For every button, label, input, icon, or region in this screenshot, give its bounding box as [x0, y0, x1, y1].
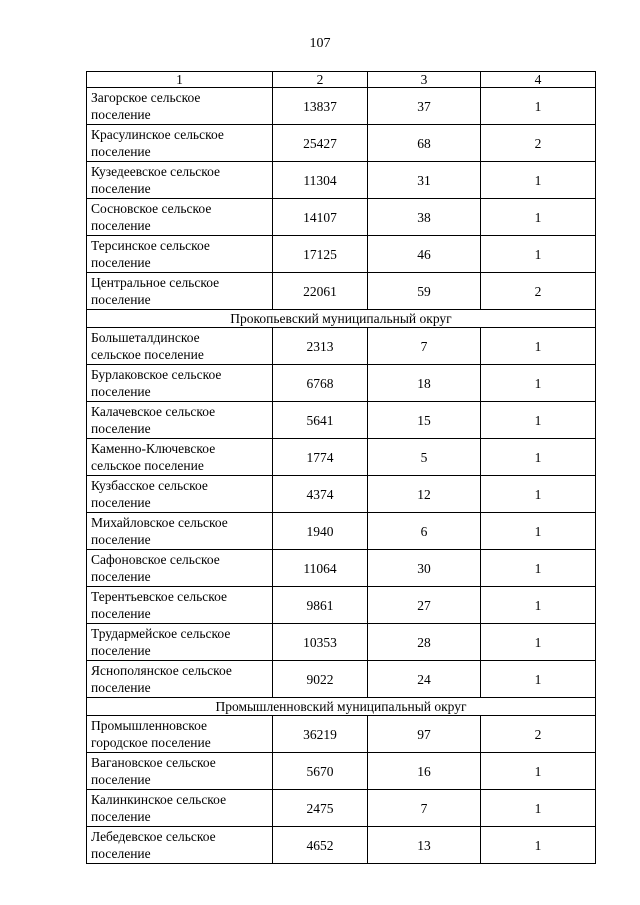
settlement-name-cell: Промышленновское городское поселение: [87, 716, 273, 753]
table-row: [87, 236, 596, 273]
column-3-value: 7: [368, 790, 481, 827]
column-4-value: 1: [481, 162, 596, 199]
column-4-value: 1: [481, 790, 596, 827]
column-3-value: 30: [368, 550, 481, 587]
table-row: [87, 661, 596, 698]
table-row: [87, 827, 596, 864]
settlement-name-cell: Сосновское сельское поселение: [87, 199, 273, 236]
column-3-value: 16: [368, 753, 481, 790]
section-title: Прокопьевский муниципальный округ: [87, 310, 596, 328]
column-2-value: 1940: [273, 513, 368, 550]
settlement-name-cell: Центральное сельское поселение: [87, 273, 273, 310]
column-header-2: 2: [273, 72, 368, 88]
column-3-value: 46: [368, 236, 481, 273]
column-4-value: 1: [481, 624, 596, 661]
settlement-name-cell: Яснополянское сельское поселение: [87, 661, 273, 698]
table-row: [87, 162, 596, 199]
column-2-value: 5641: [273, 402, 368, 439]
column-3-value: 37: [368, 88, 481, 125]
table-row: [87, 550, 596, 587]
settlement-name-cell: Михайловское сельское поселение: [87, 513, 273, 550]
table-row: [87, 125, 596, 162]
column-2-value: 1774: [273, 439, 368, 476]
settlement-name-cell: Сафоновское сельское поселение: [87, 550, 273, 587]
column-4-value: 2: [481, 125, 596, 162]
column-4-value: 1: [481, 365, 596, 402]
section-header-row: [87, 310, 596, 328]
column-3-value: 12: [368, 476, 481, 513]
column-4-value: 1: [481, 550, 596, 587]
settlement-name-cell: Кузбасское сельское поселение: [87, 476, 273, 513]
section-title: Промышленновский муниципальный округ: [87, 698, 596, 716]
table-row: [87, 402, 596, 439]
column-2-value: 6768: [273, 365, 368, 402]
column-3-value: 68: [368, 125, 481, 162]
column-header-4: 4: [481, 72, 596, 88]
column-2-value: 22061: [273, 273, 368, 310]
column-4-value: 1: [481, 753, 596, 790]
column-3-value: 6: [368, 513, 481, 550]
column-4-value: 1: [481, 199, 596, 236]
column-3-value: 24: [368, 661, 481, 698]
settlement-name-cell: Терсинское сельское поселение: [87, 236, 273, 273]
column-2-value: 14107: [273, 199, 368, 236]
column-3-value: 38: [368, 199, 481, 236]
column-2-value: 10353: [273, 624, 368, 661]
column-2-value: 9022: [273, 661, 368, 698]
column-3-value: 5: [368, 439, 481, 476]
table-row: [87, 273, 596, 310]
settlement-name-cell: Терентьевское сельское поселение: [87, 587, 273, 624]
column-4-value: 1: [481, 476, 596, 513]
column-2-value: 36219: [273, 716, 368, 753]
table-row: [87, 476, 596, 513]
table-row: [87, 88, 596, 125]
column-3-value: 31: [368, 162, 481, 199]
column-3-value: 97: [368, 716, 481, 753]
settlements-table: [86, 71, 596, 864]
column-3-value: 59: [368, 273, 481, 310]
settlement-name-cell: Загорское сельское поселение: [87, 88, 273, 125]
column-4-value: 1: [481, 88, 596, 125]
table-row: [87, 716, 596, 753]
column-2-value: 5670: [273, 753, 368, 790]
column-2-value: 25427: [273, 125, 368, 162]
settlement-name-cell: Бурлаковское сельское поселение: [87, 365, 273, 402]
page-number: 107: [309, 36, 331, 51]
settlement-name-cell: Калачевское сельское поселение: [87, 402, 273, 439]
section-header-row: [87, 698, 596, 716]
column-3-value: 15: [368, 402, 481, 439]
table-row: [87, 753, 596, 790]
column-3-value: 18: [368, 365, 481, 402]
table-row: [87, 790, 596, 827]
table-row: [87, 199, 596, 236]
column-4-value: 1: [481, 513, 596, 550]
column-2-value: 2313: [273, 328, 368, 365]
column-3-value: 7: [368, 328, 481, 365]
column-3-value: 28: [368, 624, 481, 661]
table-row: [87, 624, 596, 661]
settlement-name-cell: Большеталдинское сельское поселение: [87, 328, 273, 365]
column-3-value: 13: [368, 827, 481, 864]
column-2-value: 17125: [273, 236, 368, 273]
settlement-name-cell: Калинкинское сельское поселение: [87, 790, 273, 827]
column-2-value: 13837: [273, 88, 368, 125]
column-4-value: 2: [481, 273, 596, 310]
column-3-value: 27: [368, 587, 481, 624]
column-4-value: 1: [481, 236, 596, 273]
settlement-name-cell: Каменно-Ключевское сельское поселение: [87, 439, 273, 476]
column-4-value: 1: [481, 587, 596, 624]
column-4-value: 2: [481, 716, 596, 753]
column-header-1: 1: [87, 72, 273, 88]
column-4-value: 1: [481, 827, 596, 864]
settlement-name-cell: Кузедеевское сельское поселение: [87, 162, 273, 199]
settlement-name-cell: Вагановское сельское поселение: [87, 753, 273, 790]
settlement-name-cell: Лебедевское сельское поселение: [87, 827, 273, 864]
settlement-name-cell: Красулинское сельское поселение: [87, 125, 273, 162]
column-2-value: 9861: [273, 587, 368, 624]
table-row: [87, 365, 596, 402]
table-row: [87, 328, 596, 365]
table-row: [87, 513, 596, 550]
column-4-value: 1: [481, 402, 596, 439]
column-header-3: 3: [368, 72, 481, 88]
table-row: [87, 439, 596, 476]
column-4-value: 1: [481, 439, 596, 476]
table-row: [87, 587, 596, 624]
column-2-value: 4374: [273, 476, 368, 513]
column-2-value: 11304: [273, 162, 368, 199]
column-2-value: 11064: [273, 550, 368, 587]
column-2-value: 4652: [273, 827, 368, 864]
table-body: [87, 72, 596, 864]
column-4-value: 1: [481, 328, 596, 365]
settlement-name-cell: Трудармейское сельское поселение: [87, 624, 273, 661]
table-header-row: [87, 72, 596, 88]
column-4-value: 1: [481, 661, 596, 698]
column-2-value: 2475: [273, 790, 368, 827]
